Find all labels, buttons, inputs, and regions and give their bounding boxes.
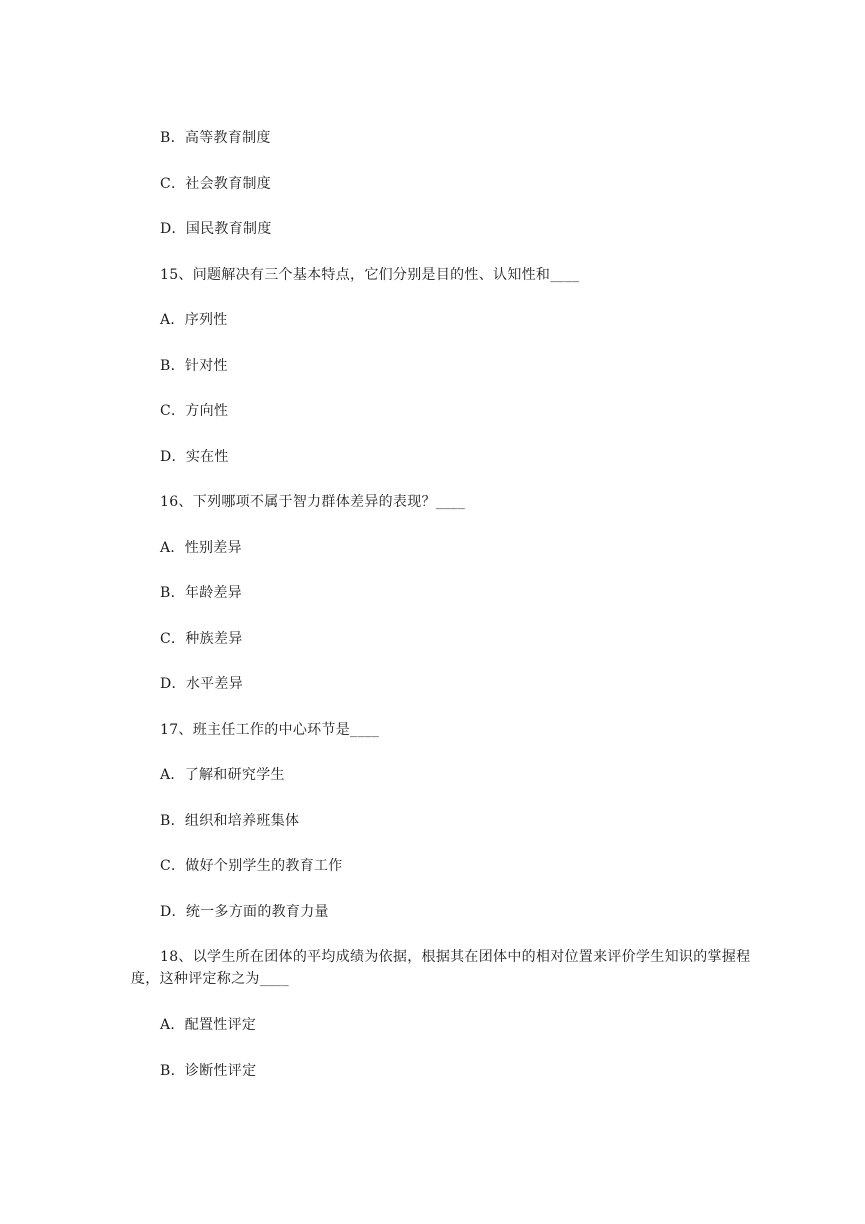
option-q16-b: B．年龄差异 [160, 585, 243, 601]
option-q18-b: B．诊断性评定 [160, 1063, 257, 1079]
question-15: 15、问题解决有三个基本特点，它们分别是目的性、认知性和____ [160, 267, 580, 283]
option-q14-d: D．国民教育制度 [160, 221, 272, 237]
option-q15-c: C．方向性 [160, 403, 229, 419]
option-q15-b: B．针对性 [160, 358, 228, 374]
option-q17-b: B．组织和培养班集体 [160, 813, 300, 829]
option-q15-d: D．实在性 [160, 449, 229, 465]
question-18: 18、以学生所在团体的平均成绩为依据，根据其在团体中的相对位置来评价学生知识的掌握程度，这种评定称之为____ [131, 949, 751, 987]
option-q14-b: B．高等教育制度 [160, 130, 271, 146]
option-q17-a: A．了解和研究学生 [160, 767, 285, 783]
option-q15-a: A．序列性 [160, 312, 228, 328]
question-16: 16、下列哪项不属于智力群体差异的表现？____ [160, 494, 466, 510]
option-q17-c: C．做好个别学生的教育工作 [160, 858, 343, 874]
option-q16-d: D．水平差异 [160, 676, 244, 692]
option-q17-d: D．统一多方面的教育力量 [160, 904, 329, 920]
question-17: 17、班主任工作的中心环节是____ [160, 722, 380, 738]
option-q18-a: A．配置性评定 [160, 1017, 257, 1033]
option-q14-c: C．社会教育制度 [160, 176, 272, 192]
option-q16-c: C．种族差异 [160, 631, 243, 647]
option-q16-a: A．性别差异 [160, 540, 242, 556]
